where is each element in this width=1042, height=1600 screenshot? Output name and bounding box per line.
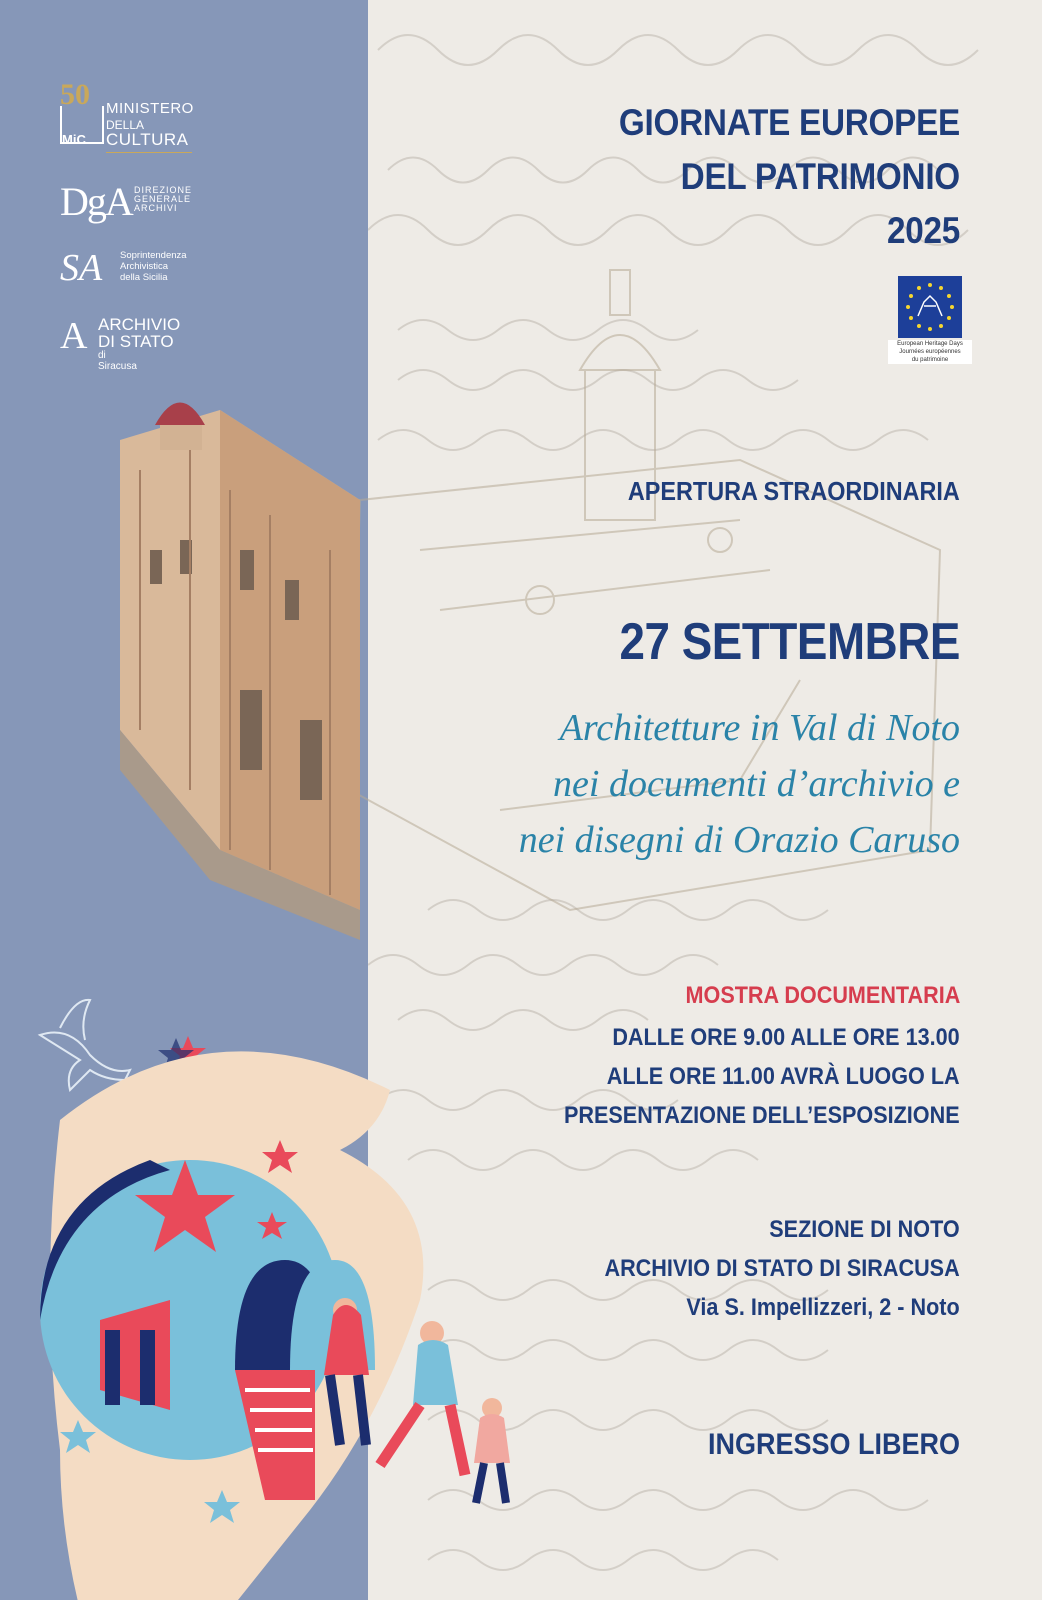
sas-line-2: Archivistica: [120, 261, 169, 272]
mic-abbreviation: MiC: [62, 132, 86, 147]
schedule-line-2: ALLE ORE 11.00 AVRÀ LUOGO LA: [607, 1063, 960, 1090]
heritage-illustration: [0, 990, 700, 1600]
anniversary-number: 50: [60, 78, 90, 111]
title-line-2: DEL PATRIMONIO: [680, 156, 960, 197]
title-line-1: GIORNATE EUROPEE: [618, 102, 960, 143]
subtitle-line-1: Architetture in Val di Noto: [559, 707, 960, 749]
archivio-mark: A: [60, 315, 88, 357]
cathedral-facade: [120, 403, 360, 941]
della-text: DELLA: [106, 118, 145, 132]
european-heritage-days-logo: [898, 276, 962, 338]
dga-line-2: GENERALE: [134, 194, 192, 204]
sas-line-1: Soprintendenza: [120, 250, 187, 261]
subtitle-line-3: nei disegni di Orazio Caruso: [518, 819, 960, 861]
sas-line-3: della Sicilia: [120, 272, 168, 283]
exhibition-subtitle: [360, 700, 960, 868]
eu-caption-line-3: du patrimoine: [911, 357, 949, 363]
schedule-line-1: DALLE ORE 9.00 ALLE ORE 13.00: [612, 1024, 960, 1051]
dga-mark: DgA: [60, 179, 132, 224]
ministero-text: MINISTERO: [106, 100, 194, 117]
free-entry-notice: INGRESSO LIBERO: [707, 1428, 960, 1461]
dga-line-3: ARCHIVI: [134, 203, 178, 213]
venue-line-2: ARCHIVIO DI STATO DI SIRACUSA: [604, 1255, 960, 1282]
venue-line-1: SEZIONE DI NOTO: [769, 1216, 960, 1243]
venue-address: Via S. Impellizzeri, 2 - Noto: [686, 1294, 960, 1321]
archivio-line-2: DI STATO: [98, 332, 174, 351]
bird-icon: [40, 1000, 130, 1090]
schedule-line-3: PRESENTAZIONE DELL’ESPOSIZIONE: [564, 1102, 960, 1129]
eu-caption-line-1: European Heritage Days: [897, 341, 963, 347]
eu-stars-icon: [898, 276, 962, 338]
dga-text: [134, 186, 214, 213]
apertura-heading: APERTURA STRAORDINARIA: [628, 476, 960, 506]
subtitle-line-2: nei documenti d’archivio e: [553, 763, 960, 805]
eu-caption-line-2: Journées européennes: [899, 349, 961, 355]
archivio-line-1: ARCHIVIO: [98, 315, 181, 334]
cultura-text: CULTURA: [106, 130, 189, 149]
dga-line-1: DIREZIONE: [134, 185, 193, 195]
archivio-sub: di Siracusa: [98, 350, 137, 372]
eu-badge-caption: [888, 340, 972, 364]
logo-gold-rule: [106, 152, 192, 153]
event-date: 27 SETTEMBRE: [619, 613, 960, 671]
sas-mark: SA: [60, 247, 103, 289]
page-title: [619, 96, 960, 258]
mostra-heading: MOSTRA DOCUMENTARIA: [685, 982, 960, 1009]
title-year: 2025: [886, 210, 960, 251]
ministero-cultura-logo: [60, 78, 200, 153]
